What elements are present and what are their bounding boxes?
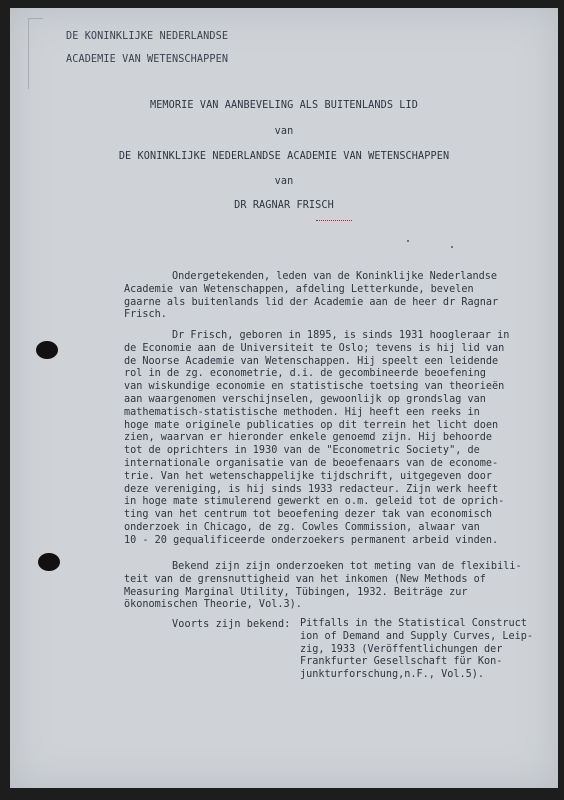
text-line: onderzoek in Chicago, de zg. Cowles Commission, alwaar van bbox=[124, 521, 480, 533]
paragraph-3 bbox=[124, 561, 522, 612]
text-line: internationale organisatie van de beoefenaars van de econome- bbox=[124, 457, 499, 469]
ink-speck bbox=[451, 246, 453, 248]
text-line: Bekend zijn zijn onderzoeken tot meting van de flexibili- bbox=[172, 561, 522, 572]
text-line: ting van het centrum tot beoefening dezer tak van economisch bbox=[124, 509, 493, 521]
text-line: Ondergetekenden, leden van de Koninklijke Nederlandse bbox=[172, 271, 498, 282]
paper-crease-mark bbox=[28, 18, 43, 89]
punch-hole-lower bbox=[38, 553, 60, 571]
title-name: DR RAGNAR FRISCH bbox=[234, 200, 334, 211]
text-line: teit van de grensnuttigheid van het inkomen (New Methods of bbox=[124, 573, 486, 585]
text-line: tot de oprichters in 1930 van de "Econometric Society", de bbox=[124, 445, 480, 457]
title-memorie: MEMORIE VAN AANBEVELING ALS BUITENLANDS LID bbox=[149, 100, 419, 111]
punch-hole-upper bbox=[36, 341, 58, 359]
text-line: gaarne als buitenlands lid der Academie aan de heer dr Ragnar bbox=[124, 296, 499, 308]
title-van-2: van bbox=[274, 176, 294, 187]
typewritten-page bbox=[10, 8, 558, 788]
text-line: zig, 1933 (Veröffentlichungen der bbox=[300, 643, 503, 655]
text-line: hoge mate originele publicaties op dit terrein het licht doen bbox=[124, 419, 499, 431]
text-line: 10 - 20 gequalificeerde onderzoekers permanent arbeid vinden. bbox=[124, 534, 499, 546]
letterhead-line-2: ACADEMIE VAN WETENSCHAPPEN bbox=[66, 54, 229, 65]
ink-speck bbox=[407, 240, 409, 242]
letterhead-line-1: DE KONINKLIJKE NEDERLANDSE bbox=[66, 31, 229, 42]
text-line: rol in de zg. econometrie, d.i. de gecombineerde beoefening bbox=[124, 368, 486, 380]
text-line: de Economie aan de Universiteit te Oslo; tevens is hij lid van bbox=[124, 342, 505, 354]
handwritten-underline-mark bbox=[316, 216, 352, 221]
reference-pitfalls bbox=[300, 618, 533, 682]
title-academie: DE KONINKLIJKE NEDERLANDSE ACADEMIE VAN WETENSCHAPPEN bbox=[118, 151, 450, 162]
text-line: deze vereniging, is hij sinds 1933 redacteur. Zijn werk heeft bbox=[124, 483, 499, 495]
text-line: Pitfalls in the Statistical Construct bbox=[300, 618, 527, 629]
text-line: Frisch. bbox=[124, 309, 167, 321]
text-line: mathematisch-statistische methoden. Hij heeft een reeks in bbox=[124, 406, 480, 418]
text-line: junkturforschung,n.F., Vol.5). bbox=[300, 669, 485, 681]
references-lead: Voorts zijn bekend: bbox=[172, 619, 291, 630]
text-line: zien, waarvan er hieronder enkele genoemd zijn. Hij behoorde bbox=[124, 432, 493, 444]
paragraph-1 bbox=[124, 271, 498, 322]
text-line: Frankfurter Gesellschaft für Kon- bbox=[300, 656, 503, 668]
text-line: in hoge mate stimulerend gewerkt en o.m. geleid tot de oprich- bbox=[124, 496, 505, 508]
title-van-1: van bbox=[274, 126, 294, 137]
text-line: Dr Frisch, geboren in 1895, is sinds 1931 hoogleraar in bbox=[172, 330, 510, 341]
text-line: de Noorse Academie van Wetenschappen. Hij speelt een leidende bbox=[124, 355, 499, 367]
text-line: ion of Demand and Supply Curves, Leip- bbox=[300, 630, 534, 642]
text-line: van wiskundige economie en statistische toetsing van theorieën bbox=[124, 381, 505, 393]
paragraph-2 bbox=[124, 330, 509, 548]
text-line: Measuring Marginal Utility, Tübingen, 1932. Beiträge zur bbox=[124, 586, 468, 598]
text-line: trie. Van het wetenschappelijke tijdschrift, uitgegeven door bbox=[124, 470, 493, 482]
text-line: Academie van Wetenschappen, afdeling Letterkunde, bevelen bbox=[124, 283, 474, 295]
text-line: aan waargenomen verschijnselen, gewoonlijk op grondslag van bbox=[124, 393, 486, 405]
text-line: ökonomischen Theorie, Vol.3). bbox=[124, 599, 302, 611]
